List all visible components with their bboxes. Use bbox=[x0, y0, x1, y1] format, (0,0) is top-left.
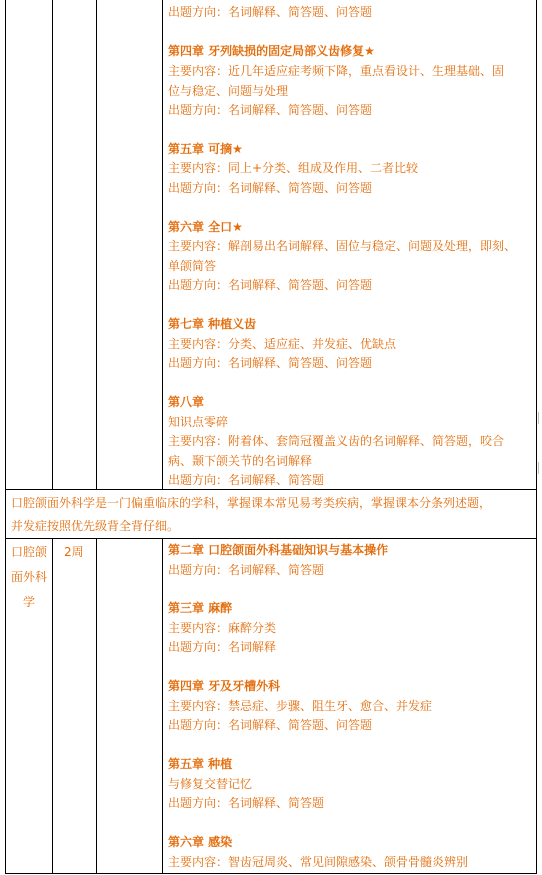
content-line: 出题方向：名词解释、简答题、问答题 bbox=[168, 5, 373, 19]
content-line: 出题方向：名词解释、简答题 bbox=[168, 473, 325, 487]
content-line: 主要内容：麻醉分类 bbox=[168, 621, 277, 635]
content-line: 主要内容：同上+分类、组成及作用、二者比较 bbox=[168, 161, 419, 175]
content-line: 出题方向：名词解释、简答题、问答题 bbox=[168, 356, 373, 370]
chapter-heading: 第六章 感染 bbox=[168, 835, 233, 849]
content-line: 知识点零碎 bbox=[168, 415, 229, 429]
margin-mark bbox=[538, 412, 539, 424]
note-line: 口腔颌面外科学是一门偏重临床的学科，掌握课本常见易考类疾病，掌握课本分条列述题， bbox=[11, 496, 492, 510]
content-line: 出题方向：名词解释、简答题、问答题 bbox=[168, 278, 373, 292]
subject-name: 口腔颌 bbox=[11, 545, 48, 559]
column-divider bbox=[162, 538, 163, 874]
chapter-heading: 第四章 牙列缺损的固定局部义齿修复★ bbox=[168, 44, 375, 58]
column-divider bbox=[52, 538, 53, 874]
content-line: 病、颞下颌关节的名词解释 bbox=[168, 454, 313, 468]
chapter-heading: 第六章 全口★ bbox=[168, 220, 243, 234]
duration-cell: 2周 bbox=[64, 545, 84, 559]
content-line: 出题方向：名词解释、简答题 bbox=[168, 796, 325, 810]
content-line: 主要内容：附着体、套筒冠覆盖义齿的名词解释、简答题，咬合 bbox=[168, 434, 505, 448]
content-line: 出题方向：名词解释、简答题、问答题 bbox=[168, 103, 373, 117]
content-line: 出题方向：名词解释、简答题 bbox=[168, 563, 325, 577]
chapter-heading: 第二章 口腔颌面外科基础知识与基本操作 bbox=[168, 543, 389, 557]
subject-name: 学 bbox=[23, 595, 36, 609]
content-line: 主要内容：分类、适应症、并发症、优缺点 bbox=[168, 337, 397, 351]
column-divider bbox=[96, 538, 97, 874]
subject-name: 面外科 bbox=[11, 570, 48, 584]
column-divider bbox=[96, 0, 97, 489]
row-divider bbox=[5, 538, 536, 539]
content-line: 主要内容：禁忌症、步骤、阻生牙、愈合、并发症 bbox=[168, 699, 433, 713]
column-divider bbox=[52, 0, 53, 489]
content-line: 主要内容：近几年适应症考频下降，重点看设计、生理基础、固 bbox=[168, 64, 505, 78]
note-line: 并发症按照优先级背全背仔细。 bbox=[11, 519, 180, 533]
content-line: 出题方向：名词解释、简答题、问答题 bbox=[168, 718, 373, 732]
content-line: 主要内容：解剖易出名词解释、固位与稳定、问题及处理，即刻、 bbox=[168, 239, 517, 253]
content-line: 与修复交替记忆 bbox=[168, 777, 253, 791]
column-divider bbox=[162, 0, 163, 489]
chapter-heading: 第七章 种植义齿 bbox=[168, 317, 257, 331]
content-line: 出题方向：名词解释、简答题、问答题 bbox=[168, 181, 373, 195]
chapter-heading: 第五章 种植 bbox=[168, 757, 233, 771]
chapter-heading: 第五章 可摘★ bbox=[168, 142, 243, 156]
chapter-heading: 第四章 牙及牙槽外科 bbox=[168, 679, 281, 693]
chapter-heading: 第三章 麻醉 bbox=[168, 601, 233, 615]
content-line: 单颌简答 bbox=[168, 259, 217, 273]
content-line: 出题方向：名词解释 bbox=[168, 640, 277, 654]
content-line: 位与稳定、问题与处理 bbox=[168, 84, 289, 98]
chapter-heading: 第八章 bbox=[168, 395, 205, 409]
margin-mark bbox=[538, 462, 539, 474]
content-line: 主要内容：智齿冠周炎、常见间隙感染、颌骨骨髓炎辨别 bbox=[168, 855, 469, 869]
row-divider bbox=[5, 489, 536, 490]
